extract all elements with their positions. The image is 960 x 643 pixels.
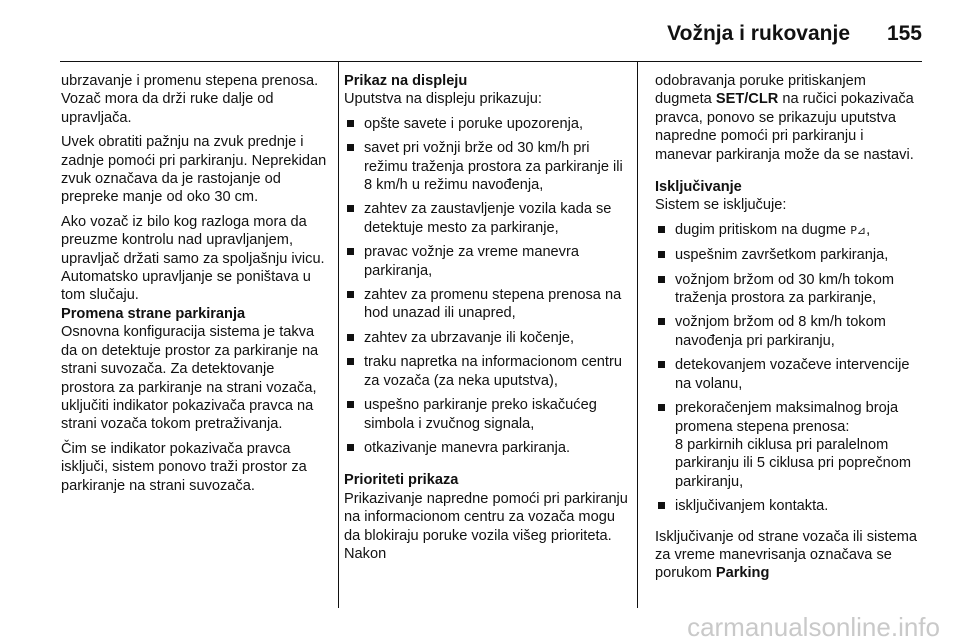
bullet-icon bbox=[347, 291, 354, 298]
bullet-icon bbox=[658, 276, 665, 283]
bullet-icon bbox=[347, 401, 354, 408]
paragraph: Osnovna konfiguracija sistema je takva da on detektuje prostor za parkiranje na strani suvozača. Za detektovanje prostora za parkiranje na strani vozača, uključiti indikator pokazivača pravca na strani vozača tokom pretraživanja. bbox=[61, 324, 319, 433]
bullet-icon bbox=[347, 205, 354, 212]
park-assist-icon: P⊿ bbox=[850, 223, 867, 237]
list-item: prekoračenjem maksimalnog broja promena stepena prenosa: 8 parkirnih ciklusa pri paralelnom parkiranju ili 5 ciklusa pri poprečnom parkiranju, bbox=[655, 399, 923, 491]
section-heading: Isključivanje bbox=[655, 179, 742, 196]
list-item: vožnjom bržom od 8 km/h tokom navođenja pri parkiranju, bbox=[655, 313, 923, 350]
section-heading: Prioriteti prikaza bbox=[344, 472, 459, 489]
column-2 bbox=[344, 72, 628, 569]
list-item: savet pri vožnji brže od 30 km/h pri režimu traženja prostora za parkiranje ili 8 km/h u režimu navođenja, bbox=[344, 139, 628, 194]
bullet-icon bbox=[347, 334, 354, 341]
header-rule bbox=[60, 61, 922, 62]
bullet-icon bbox=[347, 444, 354, 451]
paragraph: odobravanja poruke pritiskanjem dugmeta SET/CLR na ručici pokazivača pravca, ponovo se prikazuju uputstva napredne pomoći pri parkiranju i manevar parkiranja može da se nastavi. bbox=[655, 73, 914, 163]
list-item: vožnjom bržom od 30 km/h tokom traženja prostora za parkiranje, bbox=[655, 271, 923, 308]
page-number: 155 bbox=[886, 22, 922, 45]
list-item: isključivanjem kontakta. bbox=[655, 497, 923, 515]
paragraph: Prikazivanje napredne pomoći pri parkiranju na informacionom centru za vozača mogu da blokiraju poruke vozila višeg prioriteta. Nakon bbox=[344, 490, 628, 562]
list-item: zahtev za zaustavljenje vozila kada se detektuje mesto za parkiranje, bbox=[344, 200, 628, 237]
column-1 bbox=[61, 72, 331, 501]
page-title: Vožnja i rukovanje bbox=[667, 22, 850, 45]
paragraph: Čim se indikator pokazivača pravca isključi, sistem ponovo traži prostor za parkiranje na strani suvozača. bbox=[61, 440, 307, 494]
paragraph: Isključivanje od strane vozača ili sistema za vreme manevrisanja označava se porukom Parking bbox=[655, 528, 917, 582]
bullet-icon bbox=[658, 318, 665, 325]
list-item: otkazivanje manevra parkiranja. bbox=[344, 439, 628, 457]
section-heading: Prikaz na displeju bbox=[344, 73, 468, 89]
list-item: dugim pritiskom na dugme P⊿, bbox=[655, 221, 923, 240]
set-clr-button-label: SET/CLR bbox=[715, 91, 779, 108]
list-item: pravac vožnje za vreme manevra parkiranja, bbox=[344, 243, 628, 280]
bullet-list bbox=[655, 221, 923, 516]
watermark: carmanualsonline.info bbox=[687, 612, 940, 642]
list-item: uspešno parkiranje preko iskačućeg simbola i zvučnog signala, bbox=[344, 396, 628, 433]
column-3 bbox=[655, 72, 923, 589]
bullet-icon bbox=[347, 248, 354, 255]
bullet-icon bbox=[658, 251, 665, 258]
bullet-icon bbox=[658, 502, 665, 509]
paragraph: ubrzavanje i promenu stepena prenosa. Vozač mora da drži ruke dalje od upravljača. bbox=[61, 73, 319, 126]
paragraph: Sistem se isključuje: bbox=[655, 197, 787, 214]
list-item: traku napretka na informacionom centru za vozača (za neka uputstva), bbox=[344, 353, 628, 390]
bullet-icon bbox=[347, 358, 354, 365]
bullet-icon bbox=[658, 361, 665, 368]
list-item: opšte savete i poruke upozorenja, bbox=[344, 115, 628, 133]
list-item: zahtev za ubrzavanje ili kočenje, bbox=[344, 329, 628, 347]
column-divider-1 bbox=[338, 62, 339, 608]
bullet-icon bbox=[658, 226, 665, 233]
paragraph: Uputstva na displeju prikazuju: bbox=[344, 91, 542, 108]
bullet-icon bbox=[658, 404, 665, 411]
paragraph: Ako vozač iz bilo kog razloga mora da preuzme kontrolu nad upravljanjem, upravljač držati samo za spoljašnju ivicu. Automatsko upravljanje se poništava u tom slučaju. bbox=[61, 213, 325, 304]
column-divider-2 bbox=[637, 62, 638, 608]
bullet-icon bbox=[347, 144, 354, 151]
list-item: uspešnim završetkom parkiranja, bbox=[655, 246, 923, 264]
list-item: detekovanjem vozačeve intervencije na volanu, bbox=[655, 356, 923, 393]
section-heading: Promena strane parkiranja bbox=[61, 305, 246, 322]
paragraph: Uvek obratiti pažnju na zvuk prednje i zadnje pomoći pri parkiranju. Neprekidan zvuk označava da je rastojanje od prepreke manje od oko 30 cm. bbox=[61, 134, 327, 206]
list-item: zahtev za promenu stepena prenosa na hod unazad ili unapred, bbox=[344, 286, 628, 323]
bullet-icon bbox=[347, 120, 354, 127]
bullet-list bbox=[344, 115, 628, 458]
